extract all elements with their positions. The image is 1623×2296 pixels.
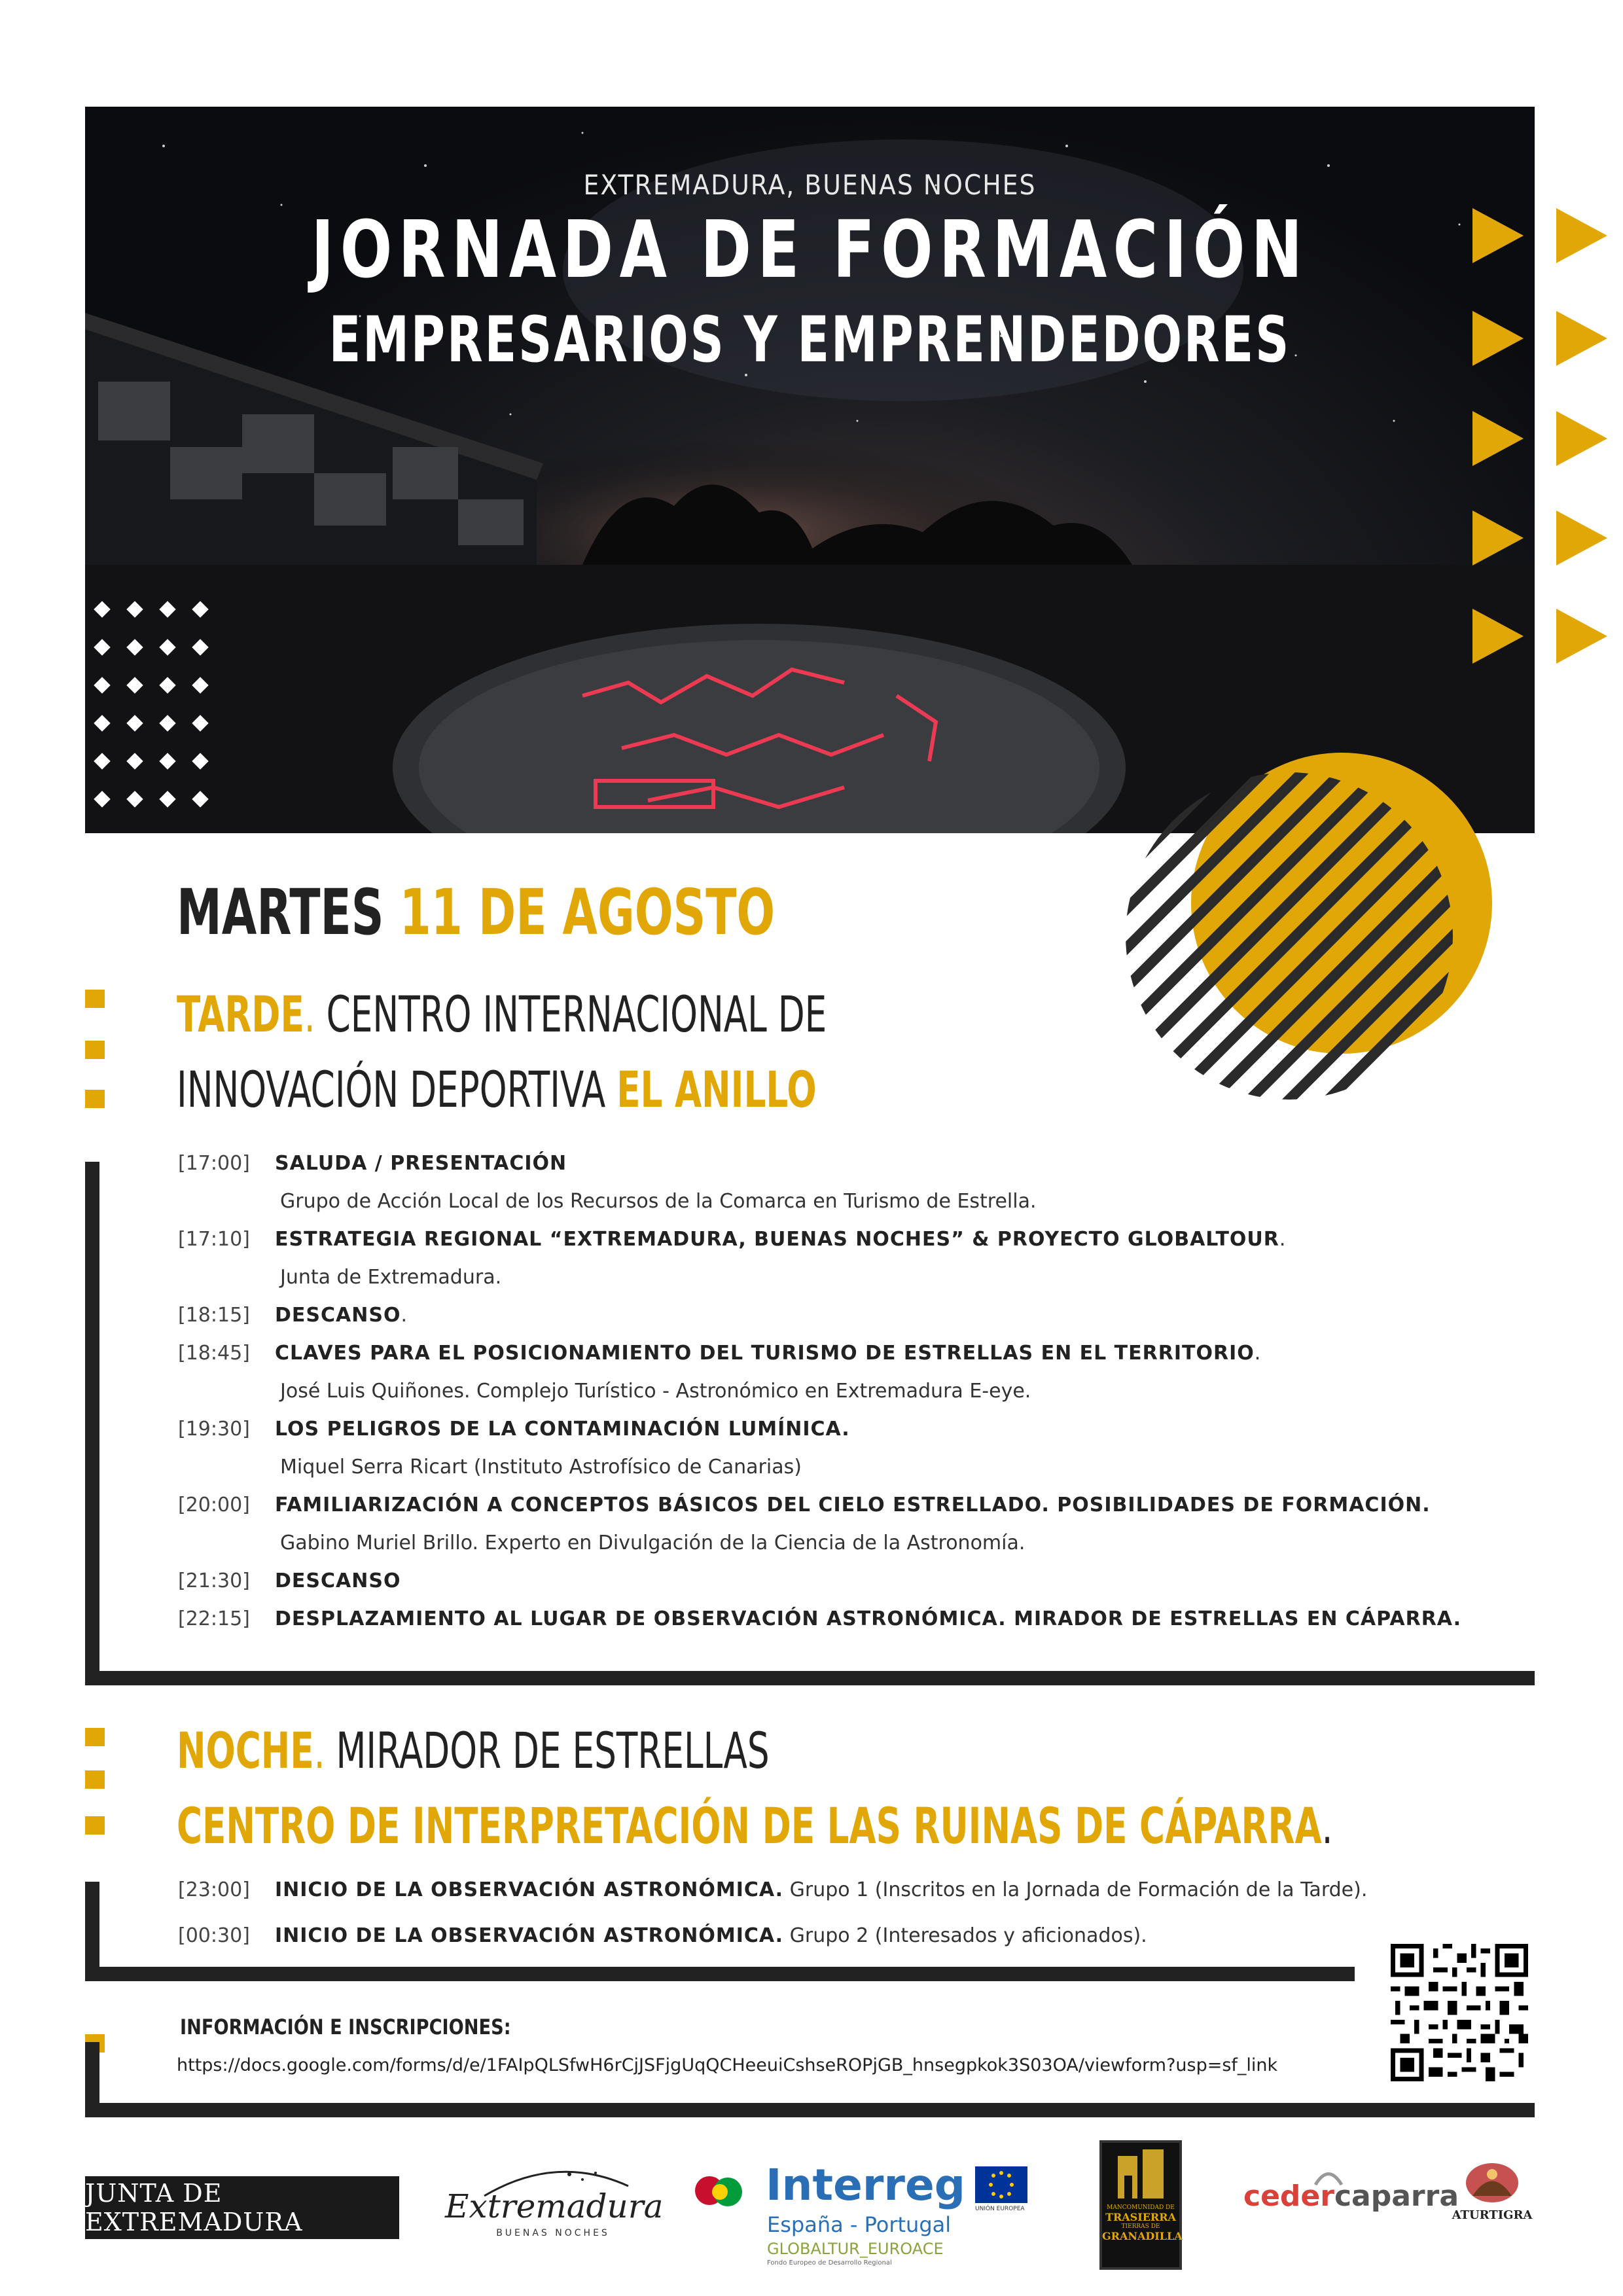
schedule-bracket [85,1162,99,1685]
schedule-detail: Junta de Extremadura. [280,1266,502,1289]
interreg-project: GLOBALTUR_EUROACE [767,2240,944,2258]
schedule-divider [85,1671,1535,1685]
aturtigra-text: ATURTIGRA [1452,2208,1533,2222]
triangle-icon [1556,609,1607,664]
schedule-rest: Grupo 2 (Interesados y aficionados). [783,1924,1147,1947]
noche-venue-line2 [177,1797,1333,1855]
interreg-title: Interreg [766,2160,965,2210]
hero-title-line2: EMPRESARIOS Y EMPRENDEDORES [329,303,1291,376]
buenas-noches-label: BUENAS NOCHES [496,2228,610,2238]
info-divider [85,2103,1535,2117]
schedule-title: DESCANSO [275,1304,401,1327]
bullet-square-icon [85,1728,105,1746]
schedule-time: [18:45] [178,1342,250,1365]
interreg-flag-icon [694,2170,746,2215]
extremadura-script: Extremadura [445,2187,664,2225]
event-date-value: 11 DE AGOSTO [399,876,776,949]
schedule-title: FAMILIARIZACIÓN A CONCEPTOS BÁSICOS DEL CIELO ESTRELLADO. POSIBILIDADES DE FORMACIÓN. [275,1494,1431,1516]
qr-code-icon[interactable] [1391,1944,1528,2081]
bullet-square-icon [85,990,105,1008]
schedule-rest: Grupo 1 (Inscritos en la Jornada de Formación de la Tarde). [783,1878,1368,1901]
schedule-title-tail: . [1279,1228,1286,1251]
bullet-square-icon [85,1090,105,1108]
schedule-title: DESCANSO [275,1570,401,1592]
junta-extremadura-logo: JUNTA DE EXTREMADURA [85,2176,399,2239]
schedule-title: LOS PELIGROS DE LA CONTAMINACIÓN LUMÍNICA. [275,1418,850,1441]
ceder-arch-icon [1312,2166,1345,2186]
trasierra-line4: GRANADILLA [1102,2230,1183,2242]
tarde-venue-line1: CENTRO INTERNACIONAL DE [315,985,827,1043]
interreg-subtitle: España - Portugal [767,2212,952,2237]
trasierra-line3: TIERRAS DE [1121,2223,1160,2230]
schedule-item [178,1494,1431,1516]
bullet-square-icon [85,1770,105,1789]
schedule-time: [00:30] [178,1924,250,1947]
event-day: MARTES [177,876,384,949]
schedule-item [178,1228,1285,1251]
triangle-icon [1556,511,1607,565]
noche-venue-line1: MIRADOR DE ESTRELLAS [325,1721,770,1780]
triangle-icon [1556,411,1607,466]
triangle-icon [1472,411,1524,466]
schedule-time: [23:00] [178,1878,250,1901]
triangle-icon [1556,311,1607,366]
diamond-pattern-icon [88,596,219,831]
schedule-item [178,1342,1260,1365]
arc-stars-icon [471,2160,641,2199]
interreg-fund: Fondo Europeo de Desarrollo Regional [767,2259,892,2267]
tarde-sep: . [304,985,315,1043]
schedule-title: INICIO DE LA OBSERVACIÓN ASTRONÓMICA. [275,1878,784,1901]
schedule-item [178,1607,1461,1630]
schedule-item [178,1418,850,1441]
noche-schedule-item [178,1878,1367,1901]
schedule-time: [18:15] [178,1304,250,1327]
interreg-logo [694,2160,1034,2271]
trasierra-logo [1099,2140,1182,2270]
triangle-icon [1472,609,1524,664]
noche-sep: . [313,1721,325,1780]
info-heading: INFORMACIÓN E INSCRIPCIONES: [180,2015,511,2039]
ceder-caparra-logo [1243,2179,1459,2232]
schedule-title: DESPLAZAMIENTO AL LUGAR DE OBSERVACIÓN ASTRONÓMICA. MIRADOR DE ESTRELLAS EN CÁPARRA. [275,1607,1461,1630]
noche-schedule-item [178,1924,1147,1947]
tarde-label: TARDE [177,985,304,1043]
hero-image [85,107,1535,833]
striped-circle-icon [1126,740,1492,1106]
ceder-text: ceder [1243,2179,1334,2213]
event-date [177,876,775,949]
tarde-venue-name: EL ANILLO [616,1060,817,1119]
noche-venue-tail: . [1321,1797,1333,1855]
tarde-venue-pre: INNOVACIÓN DEPORTIVA [177,1060,617,1119]
extremadura-buenas-noches-logo [445,2160,664,2251]
schedule-time: [21:30] [178,1570,250,1592]
triangle-icon [1556,208,1607,263]
schedule-detail: José Luis Quiñones. Complejo Turístico - Astronómico en Extremadura E-eye. [280,1380,1031,1403]
bullet-square-icon [85,1816,105,1835]
noche-venue-name: CENTRO DE INTERPRETACIÓN DE LAS RUINAS DE CÁPARRA [177,1797,1322,1855]
hero-title: JORNADA DE FORMACIÓN [311,205,1309,296]
schedule-time: [22:15] [178,1607,250,1630]
schedule-detail: Gabino Muriel Brillo. Experto en Divulgación de la Ciencia de la Astronomía. [280,1532,1026,1554]
schedule-title: SALUDA / PRESENTACIÓN [275,1152,567,1175]
tarde-venue-line2 [177,1060,817,1119]
schedule-time: [20:00] [178,1494,250,1516]
tarde-heading [177,985,827,1043]
aturtigra-logo [1450,2160,1535,2238]
schedule-detail: Miquel Serra Ricart (Instituto Astrofísico de Canarias) [280,1456,802,1479]
noche-heading [177,1721,770,1780]
hero-subtitle: EXTREMADURA, BUENAS NOCHES [583,169,1037,201]
trasierra-line2: TRASIERRA [1105,2211,1176,2223]
schedule-title-tail: . [1254,1342,1261,1365]
triangle-icon [1472,511,1524,565]
aturtigra-emblem-icon [1463,2160,1522,2206]
schedule-time: [17:00] [178,1152,250,1175]
schedule-item [178,1570,401,1592]
schedule-title: CLAVES PARA EL POSICIONAMIENTO DEL TURISMO DE ESTRELLAS EN EL TERRITORIO [275,1342,1255,1365]
schedule-item [178,1152,567,1175]
schedule-detail: Grupo de Acción Local de los Recursos de la Comarca en Turismo de Estrella. [280,1190,1037,1213]
noche-divider [85,1967,1355,1981]
schedule-title-tail: . [401,1304,407,1327]
triangle-icon [1472,311,1524,366]
caparra-text: caparra [1334,2179,1459,2213]
schedule-title: INICIO DE LA OBSERVACIÓN ASTRONÓMICA. [275,1924,784,1947]
bullet-square-icon [85,1041,105,1059]
schedule-time: [19:30] [178,1418,250,1441]
castle-icon [1105,2143,1177,2202]
noche-bracket [85,1882,99,1980]
eu-flag-icon [975,2166,1027,2203]
schedule-title: ESTRATEGIA REGIONAL “EXTREMADURA, BUENAS NOCHES” & PROYECTO GLOBALTOUR [275,1228,1279,1251]
trasierra-line1: MANCOMUNIDAD DE [1107,2204,1175,2211]
schedule-time: [17:10] [178,1228,250,1251]
schedule-item [178,1304,407,1327]
noche-label: NOCHE [177,1721,314,1780]
eu-label: UNIÓN EUROPEA [975,2206,1025,2212]
triangle-icon [1472,208,1524,263]
registration-link[interactable]: https://docs.google.com/forms/d/e/1FAIpQLSfwH6rCjJSFjgUqQCHeeuiCshseROPjGB_hnsegpkok3S03OA/viewform?usp=sf_link [177,2055,1278,2075]
